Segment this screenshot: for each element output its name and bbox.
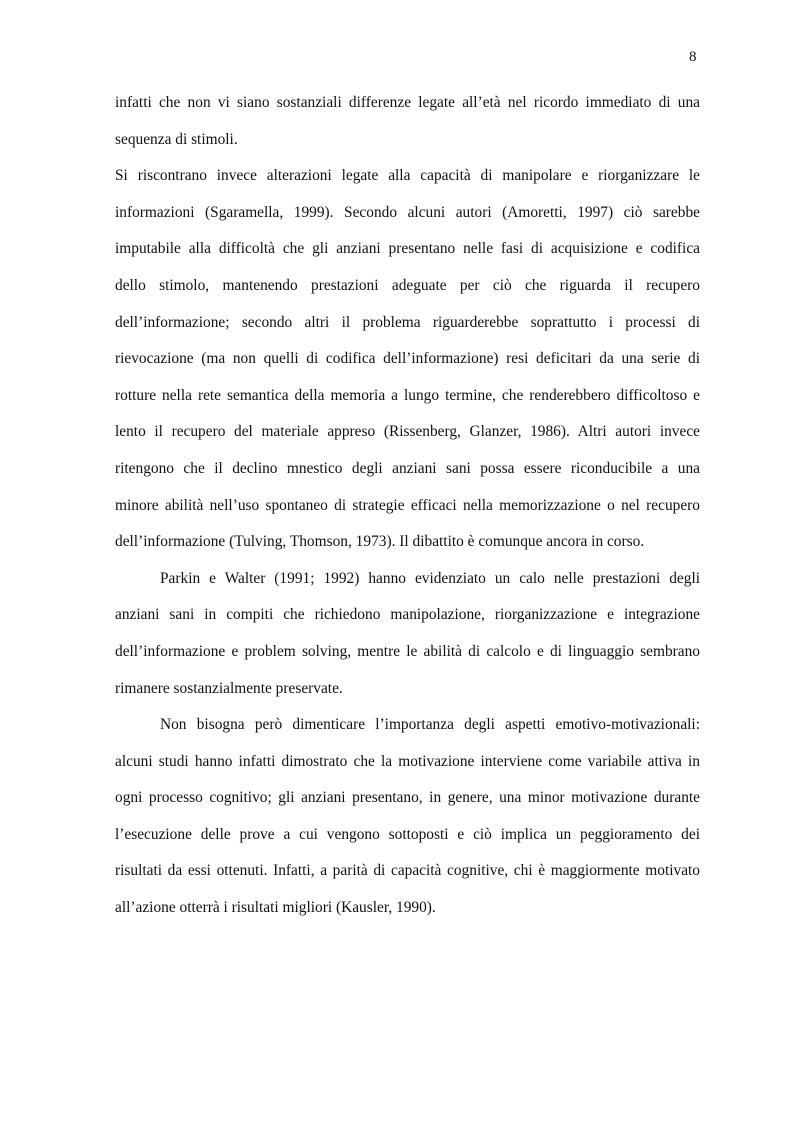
text-line: minore abilità nell’uso spontaneo di strategie efficaci nella memorizzazione o nel recupero — [115, 496, 700, 514]
text-line: l’esecuzione delle prove a cui vengono sottoposti e ciò implica un peggioramento dei — [115, 825, 700, 843]
text-line: Non bisogna però dimenticare l’importanza degli aspetti emotivo-motivazionali: — [160, 716, 700, 734]
text-line: dell’informazione (Tulving, Thomson, 1973). Il dibattito è comunque ancora in corso. — [115, 533, 645, 551]
page-number: 8 — [689, 49, 697, 65]
text-line: alcuni studi hanno infatti dimostrato che la motivazione interviene come variabile attiva in — [115, 752, 700, 770]
text-line: rotture nella rete semantica della memoria a lungo termine, che renderebbero difficoltoso e — [115, 386, 700, 404]
text-line: dello stimolo, mantenendo prestazioni adeguate per ciò che riguarda il recupero — [115, 276, 700, 294]
text-line: all’azione otterrà i risultati migliori (Kausler, 1990). — [115, 899, 436, 917]
text-line: sequenza di stimoli. — [115, 130, 238, 148]
text-line: infatti che non vi siano sostanziali differenze legate all’età nel ricordo immediato di una — [115, 94, 700, 111]
text-line: rimanere sostanzialmente preservate. — [115, 679, 343, 697]
text-line: dell’informazione e problem solving, mentre le abilità di calcolo e di linguaggio sembrano — [115, 642, 700, 660]
body-text — [115, 88, 700, 930]
text-line: Parkin e Walter (1991; 1992) hanno evidenziato un calo nelle prestazioni degli — [160, 569, 700, 587]
text-line: anziani sani in compiti che richiedono manipolazione, riorganizzazione e integrazione — [115, 606, 700, 624]
text-line: imputabile alla difficoltà che gli anziani presentano nelle fasi di acquisizione e codifica — [115, 240, 700, 258]
text-line: ogni processo cognitivo; gli anziani presentano, in genere, una minor motivazione durante — [115, 789, 700, 807]
text-line: Si riscontrano invece alterazioni legate alla capacità di manipolare e riorganizzare le — [115, 167, 700, 185]
text-line: rievocazione (ma non quelli di codifica dell’informazione) resi deficitari da una serie di — [115, 350, 700, 368]
text-line: dell’informazione; secondo altri il problema riguarderebbe soprattutto i processi di — [115, 313, 700, 331]
text-line: lento il recupero del materiale appreso (Rissenberg, Glanzer, 1986). Altri autori invece — [115, 423, 700, 441]
text-line: risultati da essi ottenuti. Infatti, a parità di capacità cognitive, chi è maggiormente motivato — [115, 862, 700, 880]
text-line: informazioni (Sgaramella, 1999). Secondo alcuni autori (Amoretti, 1997) ciò sarebbe — [115, 203, 700, 221]
text-line: ritengono che il declino mnestico degli anziani sani possa essere riconducibile a una — [115, 459, 700, 477]
